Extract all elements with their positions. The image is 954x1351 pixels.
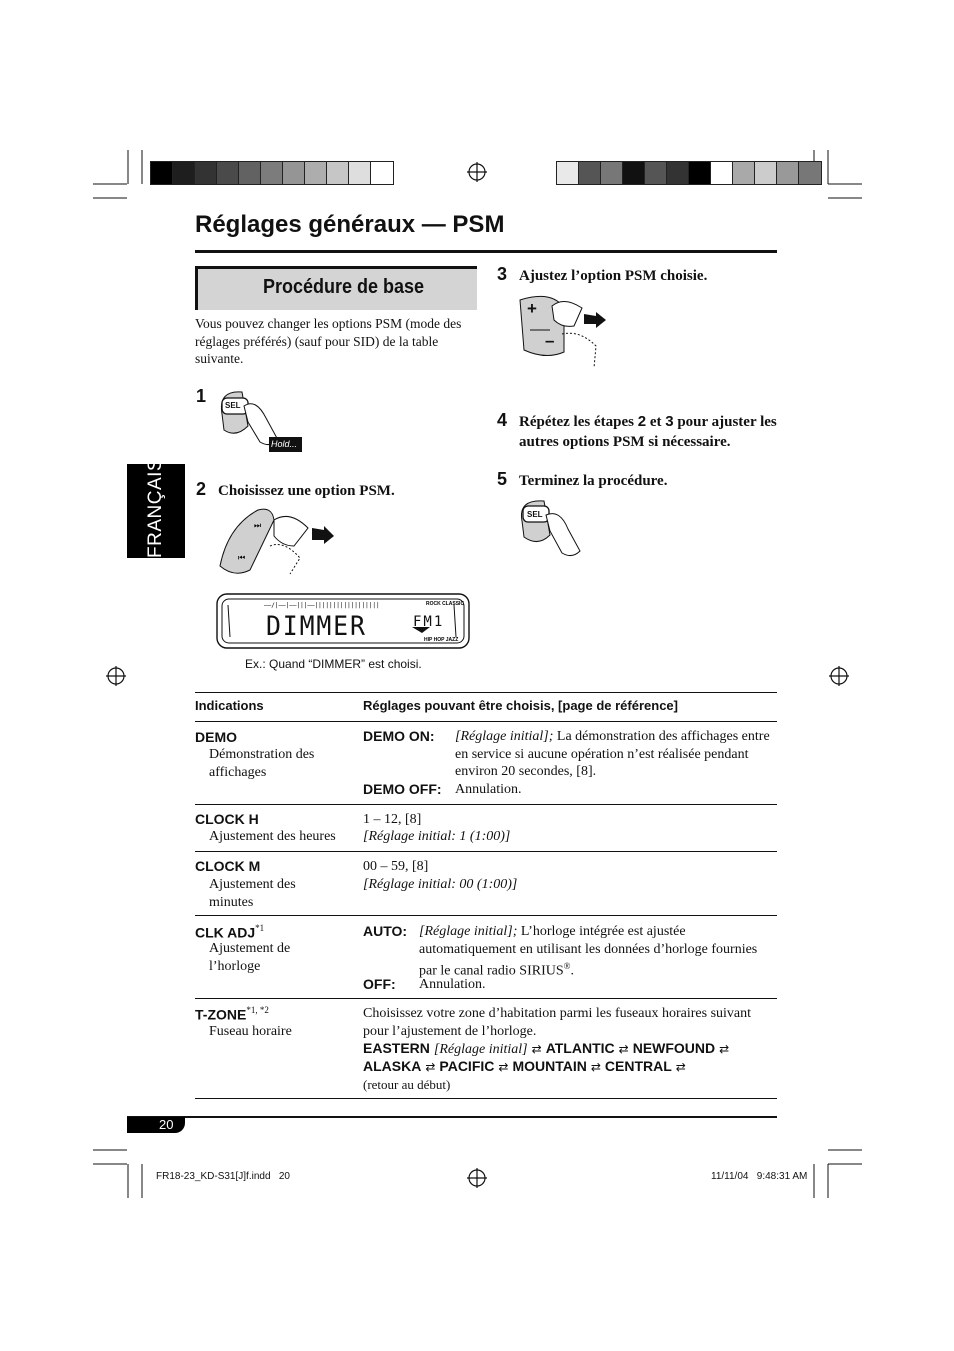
step-5-text: Terminez la procédure.: [519, 473, 668, 489]
color-swatch: [327, 162, 349, 184]
display-genre-labels-bottom: HIP HOP JAZZ: [424, 637, 459, 643]
clock-h-value: 1 – 12, [8]: [363, 812, 422, 827]
demo-on-label: DEMO ON:: [363, 728, 435, 744]
demo-off-text: Annulation.: [455, 782, 522, 797]
skip-buttons-illustration: [214, 506, 339, 584]
step-3-text: Ajustez l’option PSM choisie.: [519, 268, 708, 284]
option-clock-h: CLOCK H: [195, 811, 259, 827]
color-swatch: [283, 162, 305, 184]
sel-button-label-2: SEL: [527, 510, 543, 519]
color-calibration-strip-right: [556, 161, 822, 185]
step-5-number: 5: [497, 469, 508, 489]
table-row-rule: [195, 998, 777, 999]
option-demo: DEMO: [195, 729, 237, 745]
swap-arrows-icon: ⇄: [425, 1060, 436, 1074]
clock-h-init: [Réglage initial: 1 (1:00)]: [363, 829, 511, 844]
t-zone-text: Choisissez votre zone d’habitation parmi les fuseaux horaires suivant pour l’ajustement de l’horloge.: [363, 1006, 752, 1039]
page-title: Réglages généraux — PSM: [195, 211, 505, 238]
display-caption: Ex.: Quand “DIMMER” est choisi.: [245, 657, 422, 671]
swap-arrows-icon: ⇄: [675, 1060, 686, 1074]
table-header-rule: [195, 721, 777, 722]
sel-button-hold-illustration: [214, 386, 314, 456]
plus-label: +: [527, 299, 537, 318]
table-row-rule: [195, 915, 777, 916]
option-demo-desc: Démonstration des affichages: [209, 747, 315, 780]
step-1-number: 1: [196, 386, 207, 406]
print-file-info: FR18-23_KD-S31[J]f.indd 20: [156, 1171, 290, 1182]
hold-label: Hold...: [271, 439, 298, 449]
table-bottom-rule: [195, 1098, 777, 1099]
color-swatch: [173, 162, 195, 184]
option-t-zone-desc: Fuseau horaire: [209, 1024, 292, 1039]
footer-rule: [127, 1116, 777, 1118]
clk-adj-auto-text: [Réglage initial]; L’horloge intégrée est ajustée automatiquement en utilisant les données d’horloge fournies par le canal radio SIRIUS®.: [419, 924, 758, 979]
swap-arrows-icon: ⇄: [719, 1042, 730, 1056]
step-2-number: 2: [196, 479, 207, 499]
color-swatch: [755, 162, 777, 184]
swap-arrows-icon: ⇄: [590, 1060, 601, 1074]
display-main-text: DIMMER: [266, 611, 367, 642]
sel-button-press-illustration: [516, 497, 596, 567]
color-swatch: [711, 162, 733, 184]
intro-paragraph: Vous pouvez changer les options PSM (mode des réglages préférés) (sauf pour SID) de la table suivante.: [195, 316, 462, 366]
language-tab-label: FRANÇAIS: [145, 457, 166, 558]
table-row-rule: [195, 851, 777, 852]
color-swatch: [733, 162, 755, 184]
step-4-number: 4: [497, 410, 508, 430]
sel-button-label: SEL: [225, 401, 241, 410]
color-swatch: [239, 162, 261, 184]
print-date-info: 11/11/04 9:48:31 AM: [711, 1171, 808, 1182]
page-number: 20: [159, 1117, 174, 1132]
demo-off-label: DEMO OFF:: [363, 781, 442, 797]
color-swatch: [305, 162, 327, 184]
table-row-rule: [195, 804, 777, 805]
swap-arrows-icon: ⇄: [618, 1042, 629, 1056]
page-number-tab: [127, 1117, 185, 1133]
color-swatch: [799, 162, 821, 184]
option-clk-adj: CLK ADJ$^{*1}$: [195, 923, 265, 941]
color-swatch: [557, 162, 579, 184]
option-t-zone: $T-ZONE^{*1, *2}$: [195, 1005, 269, 1023]
demo-on-text: [Réglage initial]; La démonstration des affichages entre en service si aucune opération n’est réalisée pendant environ 20 secondes, [8].: [455, 729, 770, 779]
clk-adj-auto-label: AUTO:: [363, 923, 408, 939]
display-genre-labels-top: ROCK CLASSIC: [426, 601, 465, 607]
color-swatch: [689, 162, 711, 184]
minus-label: –: [545, 331, 555, 350]
option-clk-adj-desc: Ajustement de l’horloge: [209, 941, 291, 974]
display-band-text: FM1: [413, 614, 445, 630]
color-swatch: [579, 162, 601, 184]
t-zone-sequence-2: ALASKA ⇄ PACIFIC ⇄ MOUNTAIN ⇄ CENTRAL ⇄: [363, 1058, 686, 1074]
color-swatch: [667, 162, 689, 184]
color-swatch: [217, 162, 239, 184]
color-swatch: [261, 162, 283, 184]
color-swatch: [601, 162, 623, 184]
color-swatch: [349, 162, 371, 184]
step-2-text: Choisissez une option PSM.: [218, 483, 395, 499]
color-calibration-strip-left: [150, 161, 394, 185]
color-swatch: [151, 162, 173, 184]
color-swatch: [645, 162, 667, 184]
table-header-indications: Indications: [195, 698, 264, 713]
title-rule: [195, 250, 777, 253]
swap-arrows-icon: ⇄: [498, 1060, 509, 1074]
swap-arrows-icon: ⇄: [531, 1042, 542, 1056]
section-title: Procédure de base: [263, 276, 425, 298]
svg-text:——/|——|——|||——||||||||||||||||: ——/|——|——|||——||||||||||||||||||: [264, 602, 380, 609]
clock-m-init: [Réglage initial: 00 (1:00)]: [363, 877, 518, 892]
t-zone-sequence-1: EASTERN [Réglage initial] ⇄ ATLANTIC ⇄ NEWFOUND ⇄: [363, 1040, 730, 1057]
clk-adj-off-text: Annulation.: [419, 977, 486, 992]
option-clock-m: CLOCK M: [195, 858, 261, 874]
option-clock-h-desc: Ajustement des heures: [209, 829, 336, 844]
table-header-settings: Réglages pouvant être choisis, [page de référence]: [363, 698, 678, 713]
option-clock-m-desc: Ajustement des minutes: [209, 877, 296, 910]
color-swatch: [777, 162, 799, 184]
table-top-rule: [195, 692, 777, 693]
step-3-number: 3: [497, 264, 508, 284]
svg-text:⏭: ⏭: [254, 521, 262, 530]
svg-text:⏮: ⏮: [238, 553, 246, 562]
clock-m-value: 00 – 59, [8]: [363, 859, 429, 874]
t-zone-back: (retour au début): [363, 1077, 451, 1092]
color-swatch: [623, 162, 645, 184]
color-swatch: [195, 162, 217, 184]
step-4-text: Répétez les étapes 2 et 3 pour ajuster les autres options PSM si nécessaire.: [519, 413, 777, 450]
color-swatch: [371, 162, 393, 184]
clk-adj-off-label: OFF:: [363, 976, 396, 992]
